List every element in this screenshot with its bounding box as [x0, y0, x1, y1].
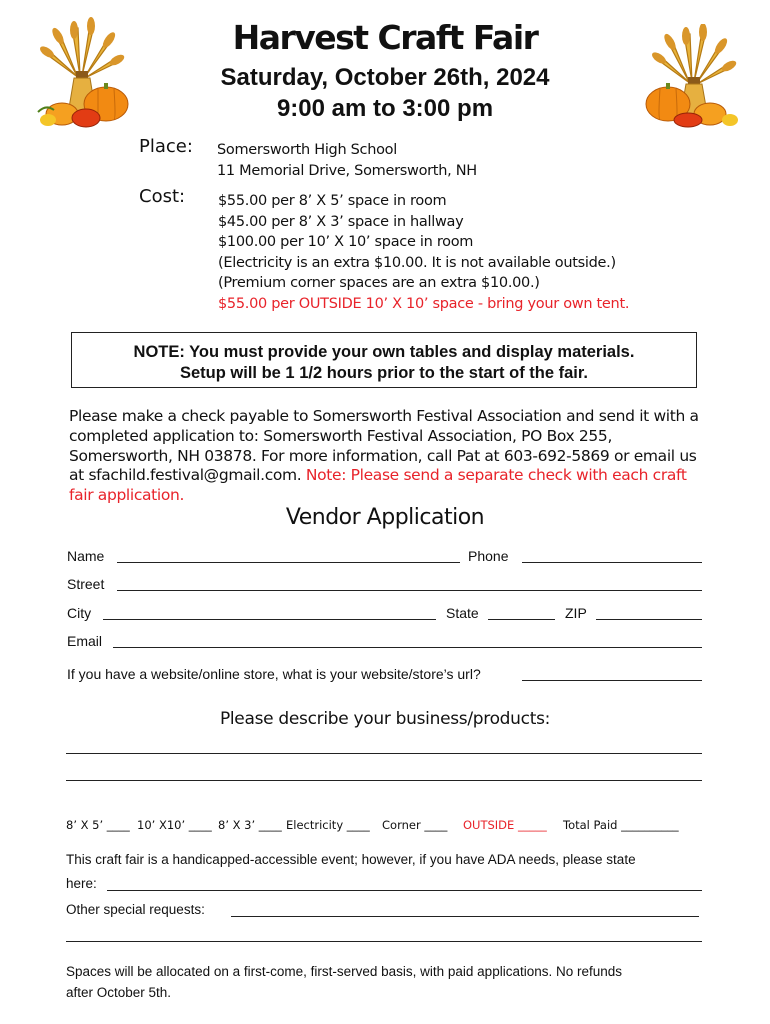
- cost-details: [218, 191, 629, 314]
- option-outside[interactable]: OUTSIDE _____: [463, 818, 547, 832]
- cost-outside-line: $55.00 per OUTSIDE 10’ X 10’ space - bring your own tent.: [218, 295, 630, 312]
- place-line-2: 11 Memorial Drive, Somersworth, NH: [217, 162, 477, 179]
- phone-field[interactable]: [522, 562, 702, 563]
- option-8x5[interactable]: 8’ X 5’ ____: [66, 818, 130, 832]
- cost-line: $55.00 per 8’ X 5’ space in room: [218, 193, 447, 209]
- describe-business-title: Please describe your business/products:: [219, 709, 551, 729]
- instructions-red-note: Note: Please send a separate check with each craft fair application.: [69, 466, 687, 505]
- city-label: City: [67, 605, 92, 621]
- business-description-line-2[interactable]: [66, 780, 702, 781]
- cost-line: (Electricity is an extra $10.00. It is not available outside.): [218, 254, 616, 271]
- other-requests-line-2[interactable]: [66, 941, 702, 942]
- place-details: [217, 140, 477, 181]
- ada-here-label: here:: [66, 876, 97, 891]
- note-line-1: NOTE: You must provide your own tables and display materials.: [133, 343, 635, 361]
- instructions-text: Please make a check payable to Somersworth Festival Association and send it with a completed application to: Somersworth Festival Association, PO Box 255, Somersworth, NH 03878. For more information, call Pat at 603-692-5869 or email us at sfachild.festival@gmail.com.: [69, 407, 699, 485]
- ada-needs-field[interactable]: [107, 890, 702, 891]
- option-electricity[interactable]: Electricity ____: [286, 818, 370, 832]
- cost-line: $100.00 per 10’ X 10’ space in room: [218, 234, 474, 250]
- state-field[interactable]: [488, 619, 555, 620]
- zip-field[interactable]: [596, 619, 702, 620]
- vendor-application-title: Vendor Application: [285, 505, 485, 530]
- zip-label: ZIP: [565, 605, 587, 621]
- footer-line-1: Spaces will be allocated on a first-come, first-served basis, with paid applications. No refunds: [66, 964, 623, 979]
- option-10x10[interactable]: 10’ X10’ ____: [137, 818, 212, 832]
- instructions-paragraph: [69, 407, 709, 506]
- place-label: Place:: [139, 136, 193, 157]
- name-label: Name: [67, 548, 105, 564]
- street-label: Street: [67, 576, 105, 592]
- cost-line: $45.00 per 8’ X 3’ space in hallway: [218, 213, 464, 230]
- email-field[interactable]: [113, 647, 702, 648]
- other-requests-label: Other special requests:: [66, 902, 205, 917]
- note-box: [71, 332, 697, 388]
- cost-label: Cost:: [139, 186, 186, 207]
- state-label: State: [446, 605, 479, 621]
- street-field[interactable]: [117, 590, 702, 591]
- option-corner[interactable]: Corner ____: [382, 818, 448, 832]
- other-requests-field[interactable]: [231, 916, 699, 917]
- website-label: If you have a website/online store, what is your website/store’s url?: [67, 666, 481, 682]
- note-line-2: Setup will be 1 1/2 hours prior to the start of the fair.: [180, 364, 588, 382]
- website-field[interactable]: [522, 680, 702, 681]
- business-description-line-1[interactable]: [66, 753, 702, 754]
- place-line-1: Somersworth High School: [217, 142, 397, 158]
- event-time: 9:00 am to 3:00 pm: [276, 95, 494, 122]
- cost-line: (Premium corner spaces are an extra $10.00.): [218, 275, 540, 291]
- option-8x3[interactable]: 8’ X 3’ ____: [218, 818, 282, 832]
- total-paid-field[interactable]: Total Paid __________: [563, 818, 679, 832]
- city-field[interactable]: [103, 619, 436, 620]
- phone-label: Phone: [468, 548, 509, 564]
- event-date: Saturday, October 26th, 2024: [220, 64, 550, 91]
- name-field[interactable]: [117, 562, 460, 563]
- page-title: Harvest Craft Fair: [232, 18, 538, 57]
- footer-line-2: after October 5th.: [66, 985, 172, 1000]
- email-label: Email: [67, 633, 103, 649]
- ada-statement: This craft fair is a handicapped-accessible event; however, if you have ADA needs, please state: [66, 852, 636, 867]
